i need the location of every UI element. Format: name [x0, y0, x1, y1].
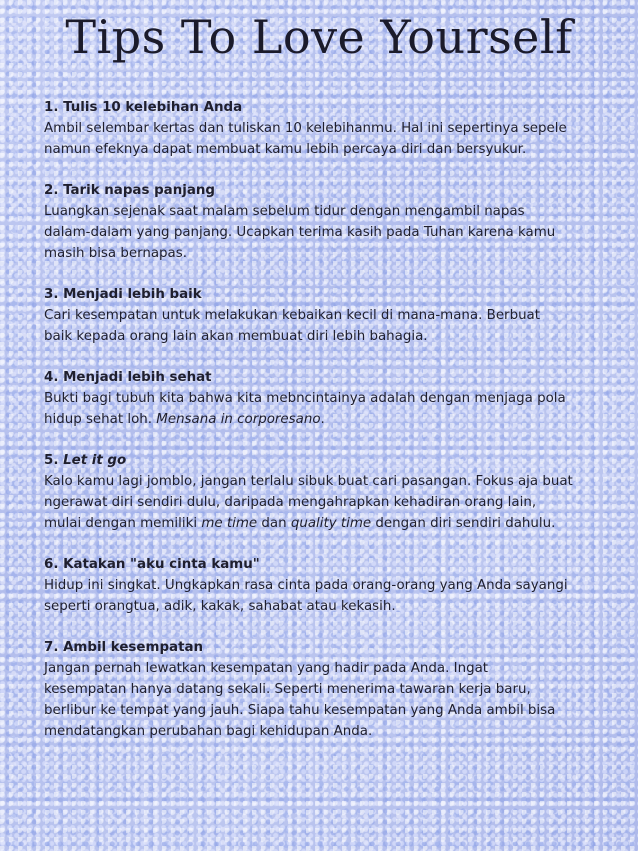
tip-body-line: Cari kesempatan untuk melakukan kebaikan kecil di mana-mana. Berbuat: [44, 308, 541, 323]
tip-body: [44, 658, 614, 742]
tip-body-line: ngerawat diri sendiri dulu, daripada mengahrapkan kehadiran orang lain,: [44, 495, 537, 510]
tip-body-italic: Mensana in corporesano: [156, 412, 321, 427]
tip-body: [44, 118, 614, 160]
tip-item-6: [44, 555, 614, 617]
tip-body: [44, 388, 614, 430]
tip-body-line: Ambil selembar kertas dan tuliskan 10 kelebihanmu. Hal ini sepertinya sepele: [44, 121, 567, 136]
tip-body-line: Bukti bagi tubuh kita bahwa kita mebncintainya adalah dengan menjaga pola: [44, 391, 566, 406]
tip-heading-number: 5.: [44, 453, 64, 468]
tip-body: [44, 201, 614, 264]
tip-body-line: Kalo kamu lagi jomblo, jangan terlalu sibuk buat cari pasangan. Fokus aja buat: [44, 474, 573, 489]
tip-item-3: [44, 285, 614, 347]
tip-body-line: [44, 513, 614, 534]
tip-body-text: dengan diri sendiri dahulu.: [371, 516, 556, 531]
tip-body-line: kesempatan hanya datang sekali. Seperti menerima tawaran kerja baru,: [44, 682, 531, 697]
tip-item-7: [44, 638, 614, 742]
tip-body-line: seperti orangtua, adik, kakak, sahabat atau kekasih.: [44, 599, 396, 614]
tip-item-2: [44, 181, 614, 264]
tips-list: [44, 98, 614, 763]
tip-heading: 3. Menjadi lebih baik: [44, 287, 202, 302]
tip-body-line: Jangan pernah lewatkan kesempatan yang hadir pada Anda. Ingat: [44, 661, 489, 676]
tip-item-1: [44, 98, 614, 160]
tip-body-line: baik kepada orang lain akan membuat diri lebih bahagia.: [44, 329, 428, 344]
tip-heading-italic: Let it go: [63, 453, 127, 468]
tip-heading: 4. Menjadi lebih sehat: [44, 370, 212, 385]
tip-body-text: mulai dengan memiliki: [44, 516, 202, 531]
tip-body-text: dan: [257, 516, 291, 531]
tip-body-line: dalam-dalam yang panjang. Ucapkan terima kasih pada Tuhan karena kamu: [44, 225, 556, 240]
tip-body-italic: quality time: [290, 516, 372, 531]
tip-heading: [44, 451, 614, 471]
tip-item-4: [44, 368, 614, 430]
page-title: Tips To Love Yourself: [65, 10, 573, 64]
tip-body: [44, 575, 614, 617]
tip-heading: 6. Katakan "aku cinta kamu": [44, 557, 260, 572]
tip-item-5: [44, 451, 614, 534]
tip-body-line: [44, 409, 614, 430]
tip-body-italic: me time: [201, 516, 258, 531]
tip-body-line: Luangkan sejenak saat malam sebelum tidur dengan mengambil napas: [44, 204, 525, 219]
tip-body-line: mendatangkan perubahan bagi kehidupan Anda.: [44, 724, 373, 739]
tip-body-line: berlibur ke tempat yang jauh. Siapa tahu kesempatan yang Anda ambil bisa: [44, 703, 556, 718]
tip-body-line: namun efeknya dapat membuat kamu lebih percaya diri dan bersyukur.: [44, 142, 527, 157]
tip-body-text: hidup sehat loh.: [44, 412, 157, 427]
tip-body: [44, 471, 614, 534]
tip-body-text: .: [320, 412, 325, 427]
tip-body-line: Hidup ini singkat. Ungkapkan rasa cinta pada orang-orang yang Anda sayangi: [44, 578, 568, 593]
tip-heading: 7. Ambil kesempatan: [44, 640, 204, 655]
tip-heading: 1. Tulis 10 kelebihan Anda: [44, 100, 243, 115]
tip-heading: 2. Tarik napas panjang: [44, 183, 215, 198]
tip-body-line: masih bisa bernapas.: [44, 246, 187, 261]
tip-body: [44, 305, 614, 347]
